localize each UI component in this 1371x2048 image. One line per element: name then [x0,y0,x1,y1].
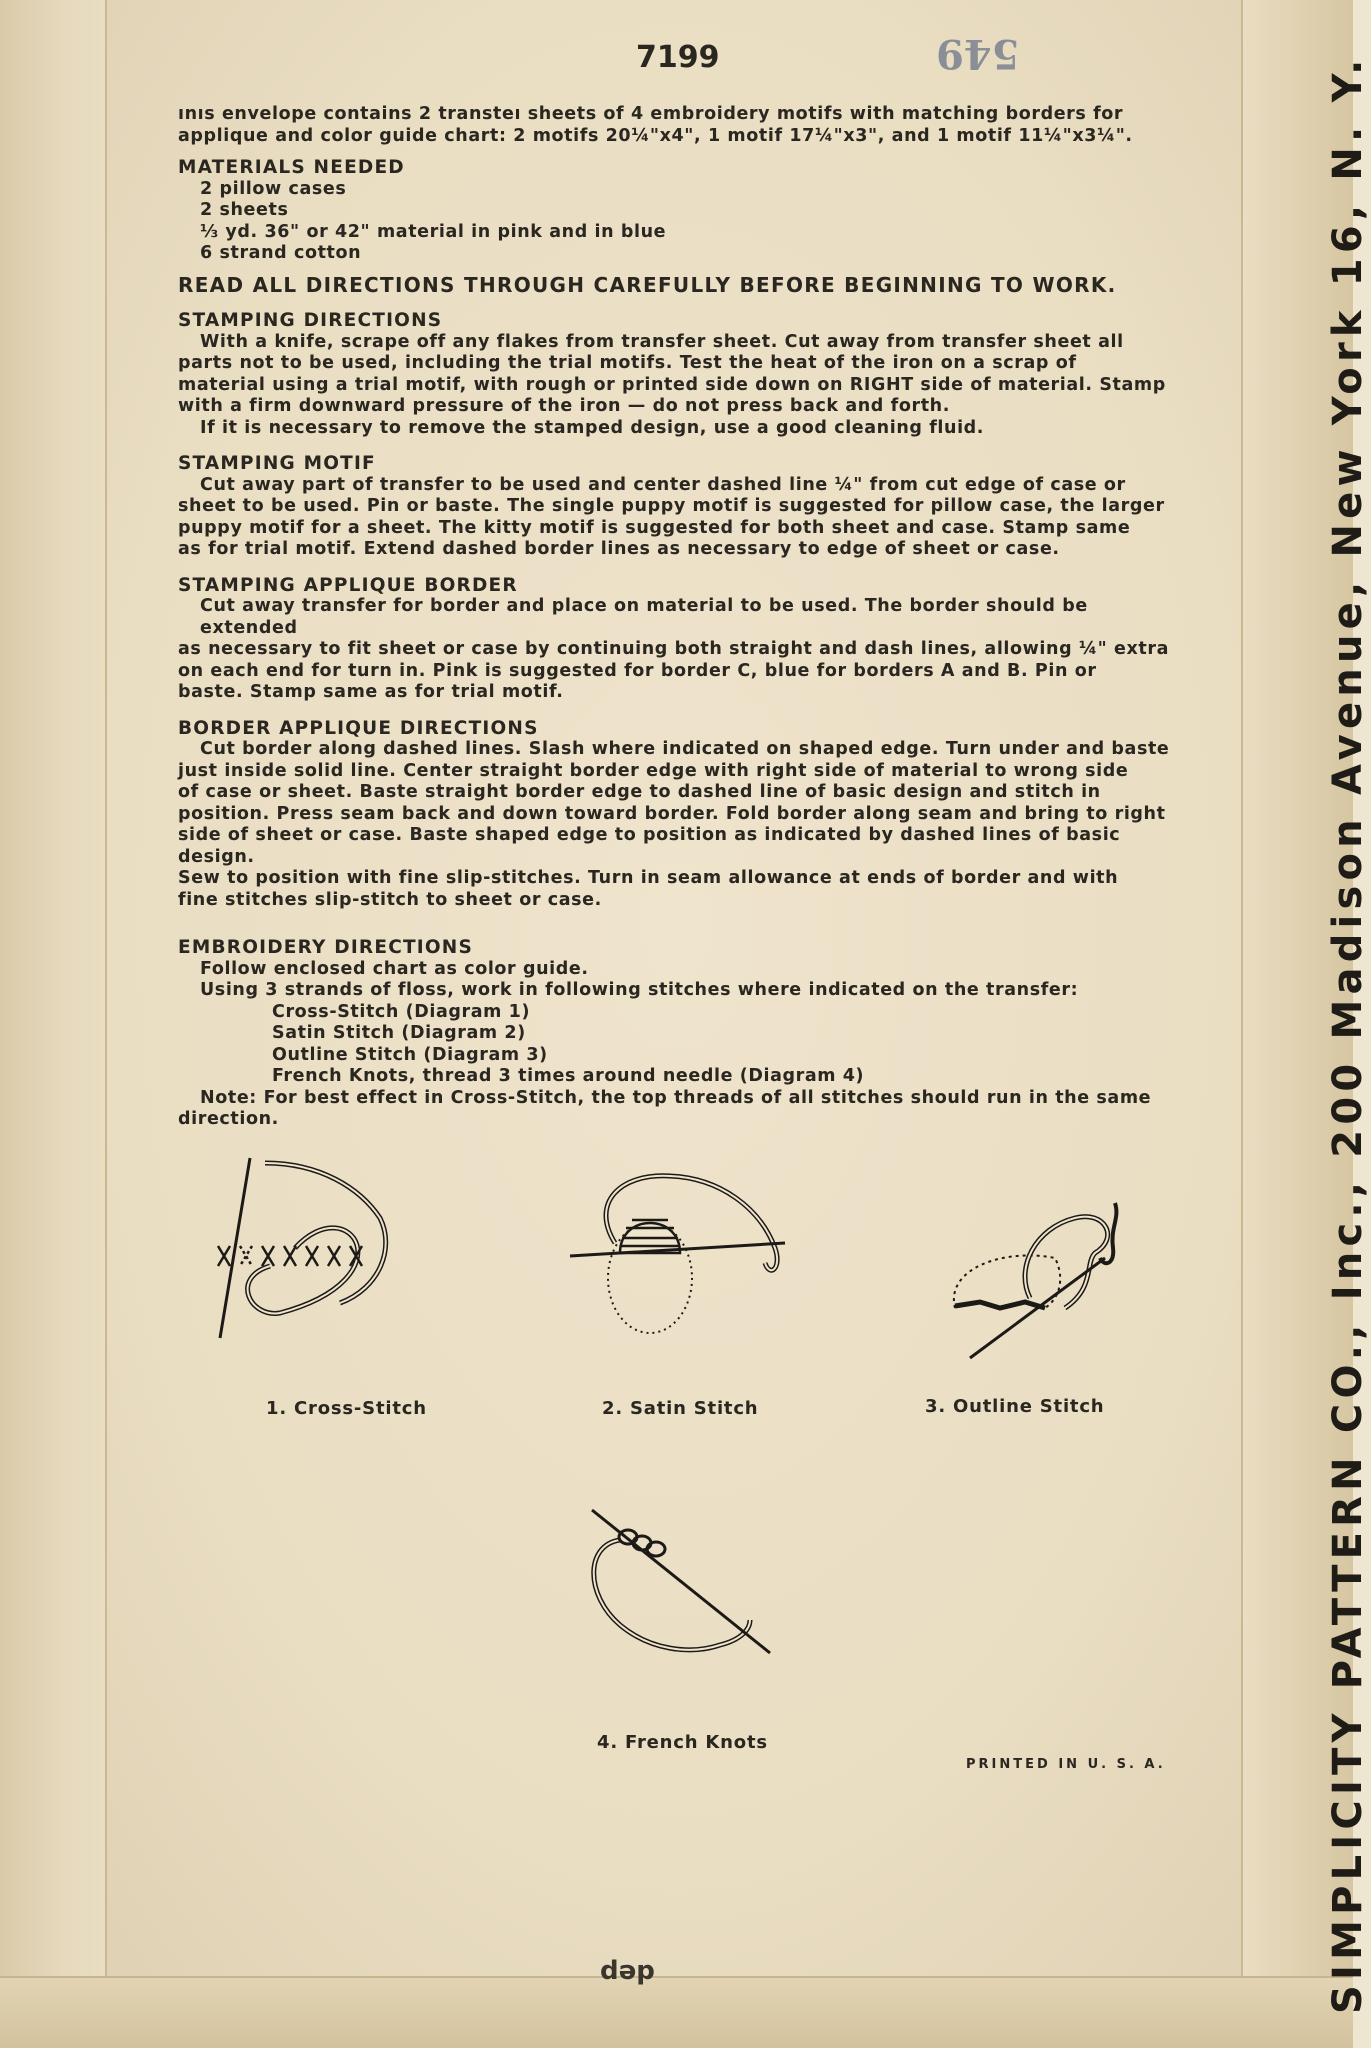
read-all-warning: READ ALL DIRECTIONS THROUGH CAREFULLY BEFORE BEGINNING TO WORK. [178,272,1117,297]
embroidery-heading: EMBROIDERY DIRECTIONS [178,937,474,958]
paragraph-line: as necessary to fit sheet or case by continuing both straight and dash lines, allowing ¼" extra [178,639,1169,659]
paragraph-line: parts not to be used, including the trial motifs. Test the heat of the iron on a scrap of [178,353,1077,373]
paragraph-line: side of sheet or case. Baste shaped edge to position as indicated by dashed lines of basic design. [178,825,1121,867]
paragraph-line: Sew to position with fine slip-stitches. Turn in seam allowance at ends of border and with [178,868,1119,888]
stitch-item: Satin Stitch (Diagram 2) [272,1023,526,1043]
paragraph-line: sheet to be used. Pin or baste. The single puppy motif is suggested for pillow case, the larger [178,496,1165,516]
border-applique-heading: BORDER APPLIQUE DIRECTIONS [178,717,539,739]
material-item: 2 sheets [200,200,289,220]
paragraph-line: material using a trial motif, with rough or printed side down on RIGHT side of material. Stamp [178,374,1166,395]
left-flap [0,0,107,2048]
outline-stitch-diagram [945,1198,1125,1368]
stitch-item: French Knots, thread 3 times around needle (Diagram 4) [272,1066,865,1086]
paragraph-line: just inside solid line. Center straight border edge with right side of material to wrong side [178,760,1129,781]
diagram-caption: 4. French Knots [597,1732,768,1753]
paragraph-line: Using 3 strands of floss, work in following stitches where indicated on the transfer: [200,980,1079,1000]
material-item: 2 pillow cases [200,178,347,199]
satin-stitch-diagram [560,1168,800,1348]
paragraph-line: position. Press seam back and down toward border. Fold border along seam and bring to right [178,803,1166,824]
materials-heading: MATERIALS NEEDED [178,157,405,178]
paragraph-line: as for trial motif. Extend dashed border lines as necessary to edge of sheet or case. [178,539,1060,559]
material-item: 6 strand cotton [200,243,362,263]
material-item: ⅓ yd. 36" or 42" material in pink and in blue [200,221,667,242]
paragraph-line: Cut away transfer for border and place on material to be used. The border should be extended [200,596,1088,638]
paragraph-line: baste. Stamp same as for trial motif. [178,682,564,702]
cross-stitch-diagram [210,1148,440,1348]
intro-line: ınıs envelope contains 2 transteı sheets of 4 embroidery motifs with matching borders for [178,104,1124,124]
stitch-item: Cross-Stitch (Diagram 1) [272,1001,531,1022]
paragraph-line: Cut away part of transfer to be used and center dashed line ¼" from cut edge of case or [200,474,1126,495]
diagram-caption: 1. Cross-Stitch [266,1398,427,1419]
paragraph-line: puppy motif for a sheet. The kitty motif is suggested for both sheet and case. Stamp same [178,517,1131,538]
paragraph-line: on each end for turn in. Pink is suggested for border C, blue for borders A and B. Pin or [178,660,1097,681]
instructions-text [178,104,1178,1131]
paragraph-line: Follow enclosed chart as color guide. [200,958,589,979]
paragraph-line: fine stitches slip-stitch to sheet or case. [178,889,602,910]
paragraph-line: If it is necessary to remove the stamped design, use a good cleaning fluid. [200,417,985,438]
paragraph-line: Cut border along dashed lines. Slash where indicated on shaped edge. Turn under and baste [200,739,1170,759]
stamping-applique-heading: STAMPING APPLIQUE BORDER [178,574,518,596]
stamping-directions-heading: STAMPING DIRECTIONS [178,310,443,331]
paragraph-line: of case or sheet. Baste straight border edge to dashed line of basic design and stitch in [178,782,1101,802]
printed-in-usa: PRINTED IN U. S. A. [966,1757,1166,1772]
paragraph-line: with a firm downward pressure of the iron — do not press back and forth. [178,396,950,416]
diagram-caption: 2. Satin Stitch [602,1398,759,1419]
company-address: SIMPLICITY PATTERN CO., Inc., 200 Madison Avenue, New York 16, N. Y. [1325,54,1371,2014]
bottom-stamp: dep [600,1958,655,1988]
stamp-number: 549 [936,30,1020,77]
bottom-flap [0,1976,1353,2048]
intro-line: applique and color guide chart: 2 motifs 20¼"x4", 1 motif 17¼"x3", and 1 motif 11¼"x3¼". [178,125,1133,146]
paragraph-line: With a knife, scrape off any flakes from transfer sheet. Cut away from transfer sheet all [200,331,1124,352]
pattern-number: 7199 [636,40,720,75]
note-line: Note: For best effect in Cross-Stitch, the top threads of all stitches should run in the same [200,1087,1152,1108]
stitch-item: Outline Stitch (Diagram 3) [272,1044,548,1065]
stamping-motif-heading: STAMPING MOTIF [178,453,376,474]
french-knots-diagram [580,1505,780,1685]
diagram-caption: 3. Outline Stitch [925,1396,1105,1417]
note-line: direction. [178,1109,279,1129]
